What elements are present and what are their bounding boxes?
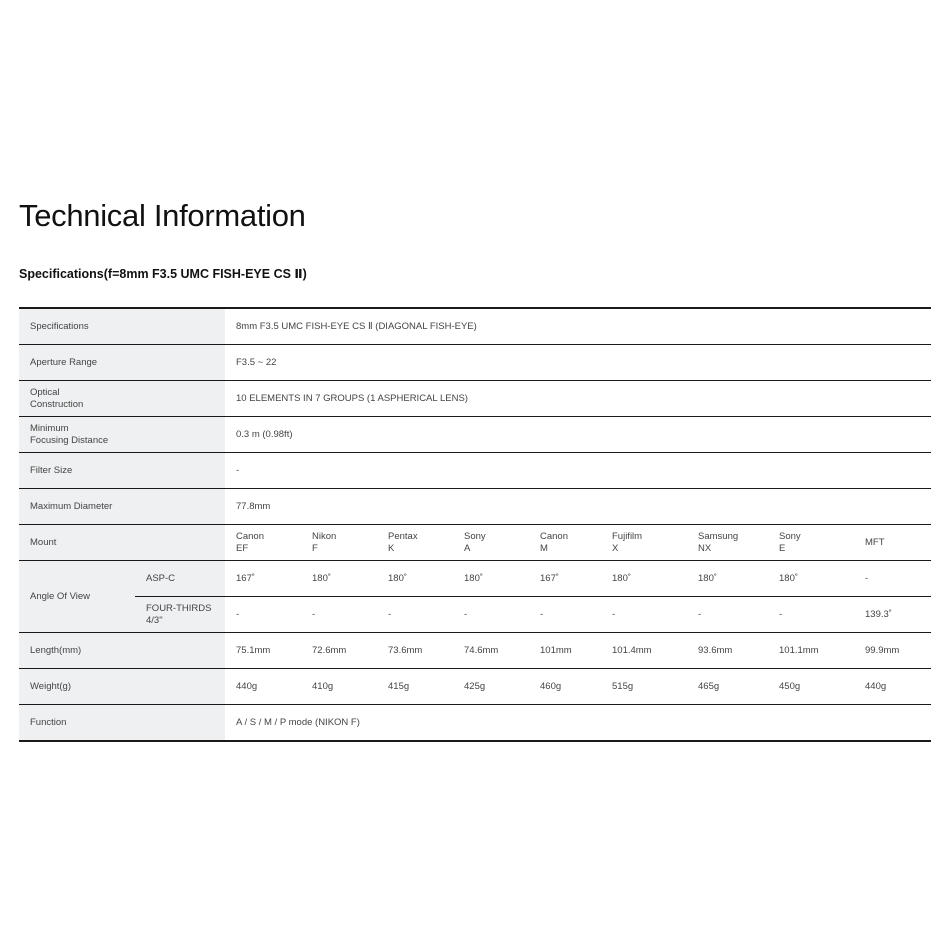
spec-table [19, 307, 931, 742]
mount-type: M [540, 542, 548, 554]
mount-type: A [464, 542, 471, 554]
row-value: 77.8mm [225, 489, 931, 525]
value-cell: 465g [687, 669, 768, 705]
value-cell: 75.1mm [225, 633, 301, 669]
mount-type: NX [698, 542, 712, 554]
mount-type: K [388, 542, 395, 554]
row-value: - [225, 453, 931, 489]
row-length [19, 633, 931, 669]
row-max-diameter [19, 489, 931, 525]
row-label: Maximum Diameter [19, 489, 225, 525]
row-value: 10 ELEMENTS IN 7 GROUPS (1 ASPHERICAL LENS) [225, 381, 931, 417]
mount-cell [768, 525, 854, 561]
value-cell: 180˚ [687, 561, 768, 597]
row-value: 8mm F3.5 UMC FISH-EYE CS Ⅱ (DIAGONAL FISH-EYE) [225, 308, 931, 345]
mount-cell [529, 525, 601, 561]
value-cell: 167˚ [225, 561, 301, 597]
sub-label: ASP-C [135, 561, 225, 597]
value-cell: 180˚ [301, 561, 377, 597]
value-cell: 180˚ [601, 561, 687, 597]
row-label: Angle Of View [19, 561, 135, 633]
value-cell: - [687, 597, 768, 633]
value-cell: 167˚ [529, 561, 601, 597]
value-cell: 74.6mm [453, 633, 529, 669]
mount-brand: Fujifilm [612, 530, 643, 542]
value-cell: 99.9mm [854, 633, 931, 669]
sub-label-line: 4/3" [146, 614, 163, 626]
mount-cell [453, 525, 529, 561]
mount-cell [301, 525, 377, 561]
value-cell: 101.1mm [768, 633, 854, 669]
row-label-line: Minimum [30, 422, 69, 434]
mount-cell [225, 525, 301, 561]
row-value: 0.3 m (0.98ft) [225, 417, 931, 453]
row-aperture [19, 345, 931, 381]
row-weight [19, 669, 931, 705]
row-function [19, 705, 931, 742]
value-cell: 440g [225, 669, 301, 705]
row-label [19, 417, 225, 453]
mount-brand: Canon [236, 530, 264, 542]
row-label: Specifications [19, 308, 225, 345]
value-cell: - [529, 597, 601, 633]
mount-brand: Sony [779, 530, 801, 542]
row-label [19, 381, 225, 417]
value-cell: 73.6mm [377, 633, 453, 669]
value-cell: 72.6mm [301, 633, 377, 669]
sub-label [135, 597, 225, 633]
value-cell: 425g [453, 669, 529, 705]
value-cell: - [768, 597, 854, 633]
mount-brand: Pentax [388, 530, 418, 542]
mount-brand: Sony [464, 530, 486, 542]
mount-brand: Nikon [312, 530, 337, 542]
value-cell: - [225, 597, 301, 633]
value-cell: 180˚ [768, 561, 854, 597]
value-cell: 460g [529, 669, 601, 705]
mount-type: E [779, 542, 786, 554]
row-specifications [19, 308, 931, 345]
sub-label-line: FOUR-THIRDS [146, 602, 212, 614]
value-cell: 180˚ [377, 561, 453, 597]
value-cell: 139.3˚ [854, 597, 931, 633]
row-angle-aspc [19, 561, 931, 597]
value-cell: 410g [301, 669, 377, 705]
page-title: Technical Information [19, 198, 306, 233]
row-label: Function [19, 705, 225, 742]
row-label: Filter Size [19, 453, 225, 489]
mount-cell [854, 525, 931, 561]
value-cell: 515g [601, 669, 687, 705]
row-optical-construction [19, 381, 931, 417]
mount-type: F [312, 542, 318, 554]
row-label: Weight(g) [19, 669, 225, 705]
row-mount [19, 525, 931, 561]
value-cell: - [301, 597, 377, 633]
mount-cell [601, 525, 687, 561]
mount-brand: MFT [865, 536, 885, 548]
mount-type: X [612, 542, 619, 554]
value-cell: - [453, 597, 529, 633]
row-value: A / S / M / P mode (NIKON F) [236, 716, 360, 728]
row-label-line: Focusing Distance [30, 434, 109, 446]
row-label: Length(mm) [19, 633, 225, 669]
value-cell: 440g [854, 669, 931, 705]
row-value: F3.5 ~ 22 [225, 345, 931, 381]
value-cell: - [854, 561, 931, 597]
value-cell: - [377, 597, 453, 633]
row-label-line: Optical [30, 386, 60, 398]
mount-type: EF [236, 542, 249, 554]
mount-cell [687, 525, 768, 561]
value-cell: 180˚ [453, 561, 529, 597]
value-cell: 93.6mm [687, 633, 768, 669]
row-label: Aperture Range [19, 345, 225, 381]
row-angle-four-thirds [19, 597, 931, 633]
spec-subtitle: Specifications(f=8mm F3.5 UMC FISH-EYE CS Ⅱ) [19, 267, 307, 281]
value-cell: - [601, 597, 687, 633]
mount-brand: Canon [540, 530, 568, 542]
row-filter-size [19, 453, 931, 489]
row-label-line: Construction [30, 398, 84, 410]
mount-brand: Samsung [698, 530, 739, 542]
value-cell: 415g [377, 669, 453, 705]
value-cell: 101mm [529, 633, 601, 669]
value-cell: 101.4mm [601, 633, 687, 669]
mount-cell [377, 525, 453, 561]
row-label: Mount [19, 525, 225, 561]
row-min-focus [19, 417, 931, 453]
value-cell: 450g [768, 669, 854, 705]
